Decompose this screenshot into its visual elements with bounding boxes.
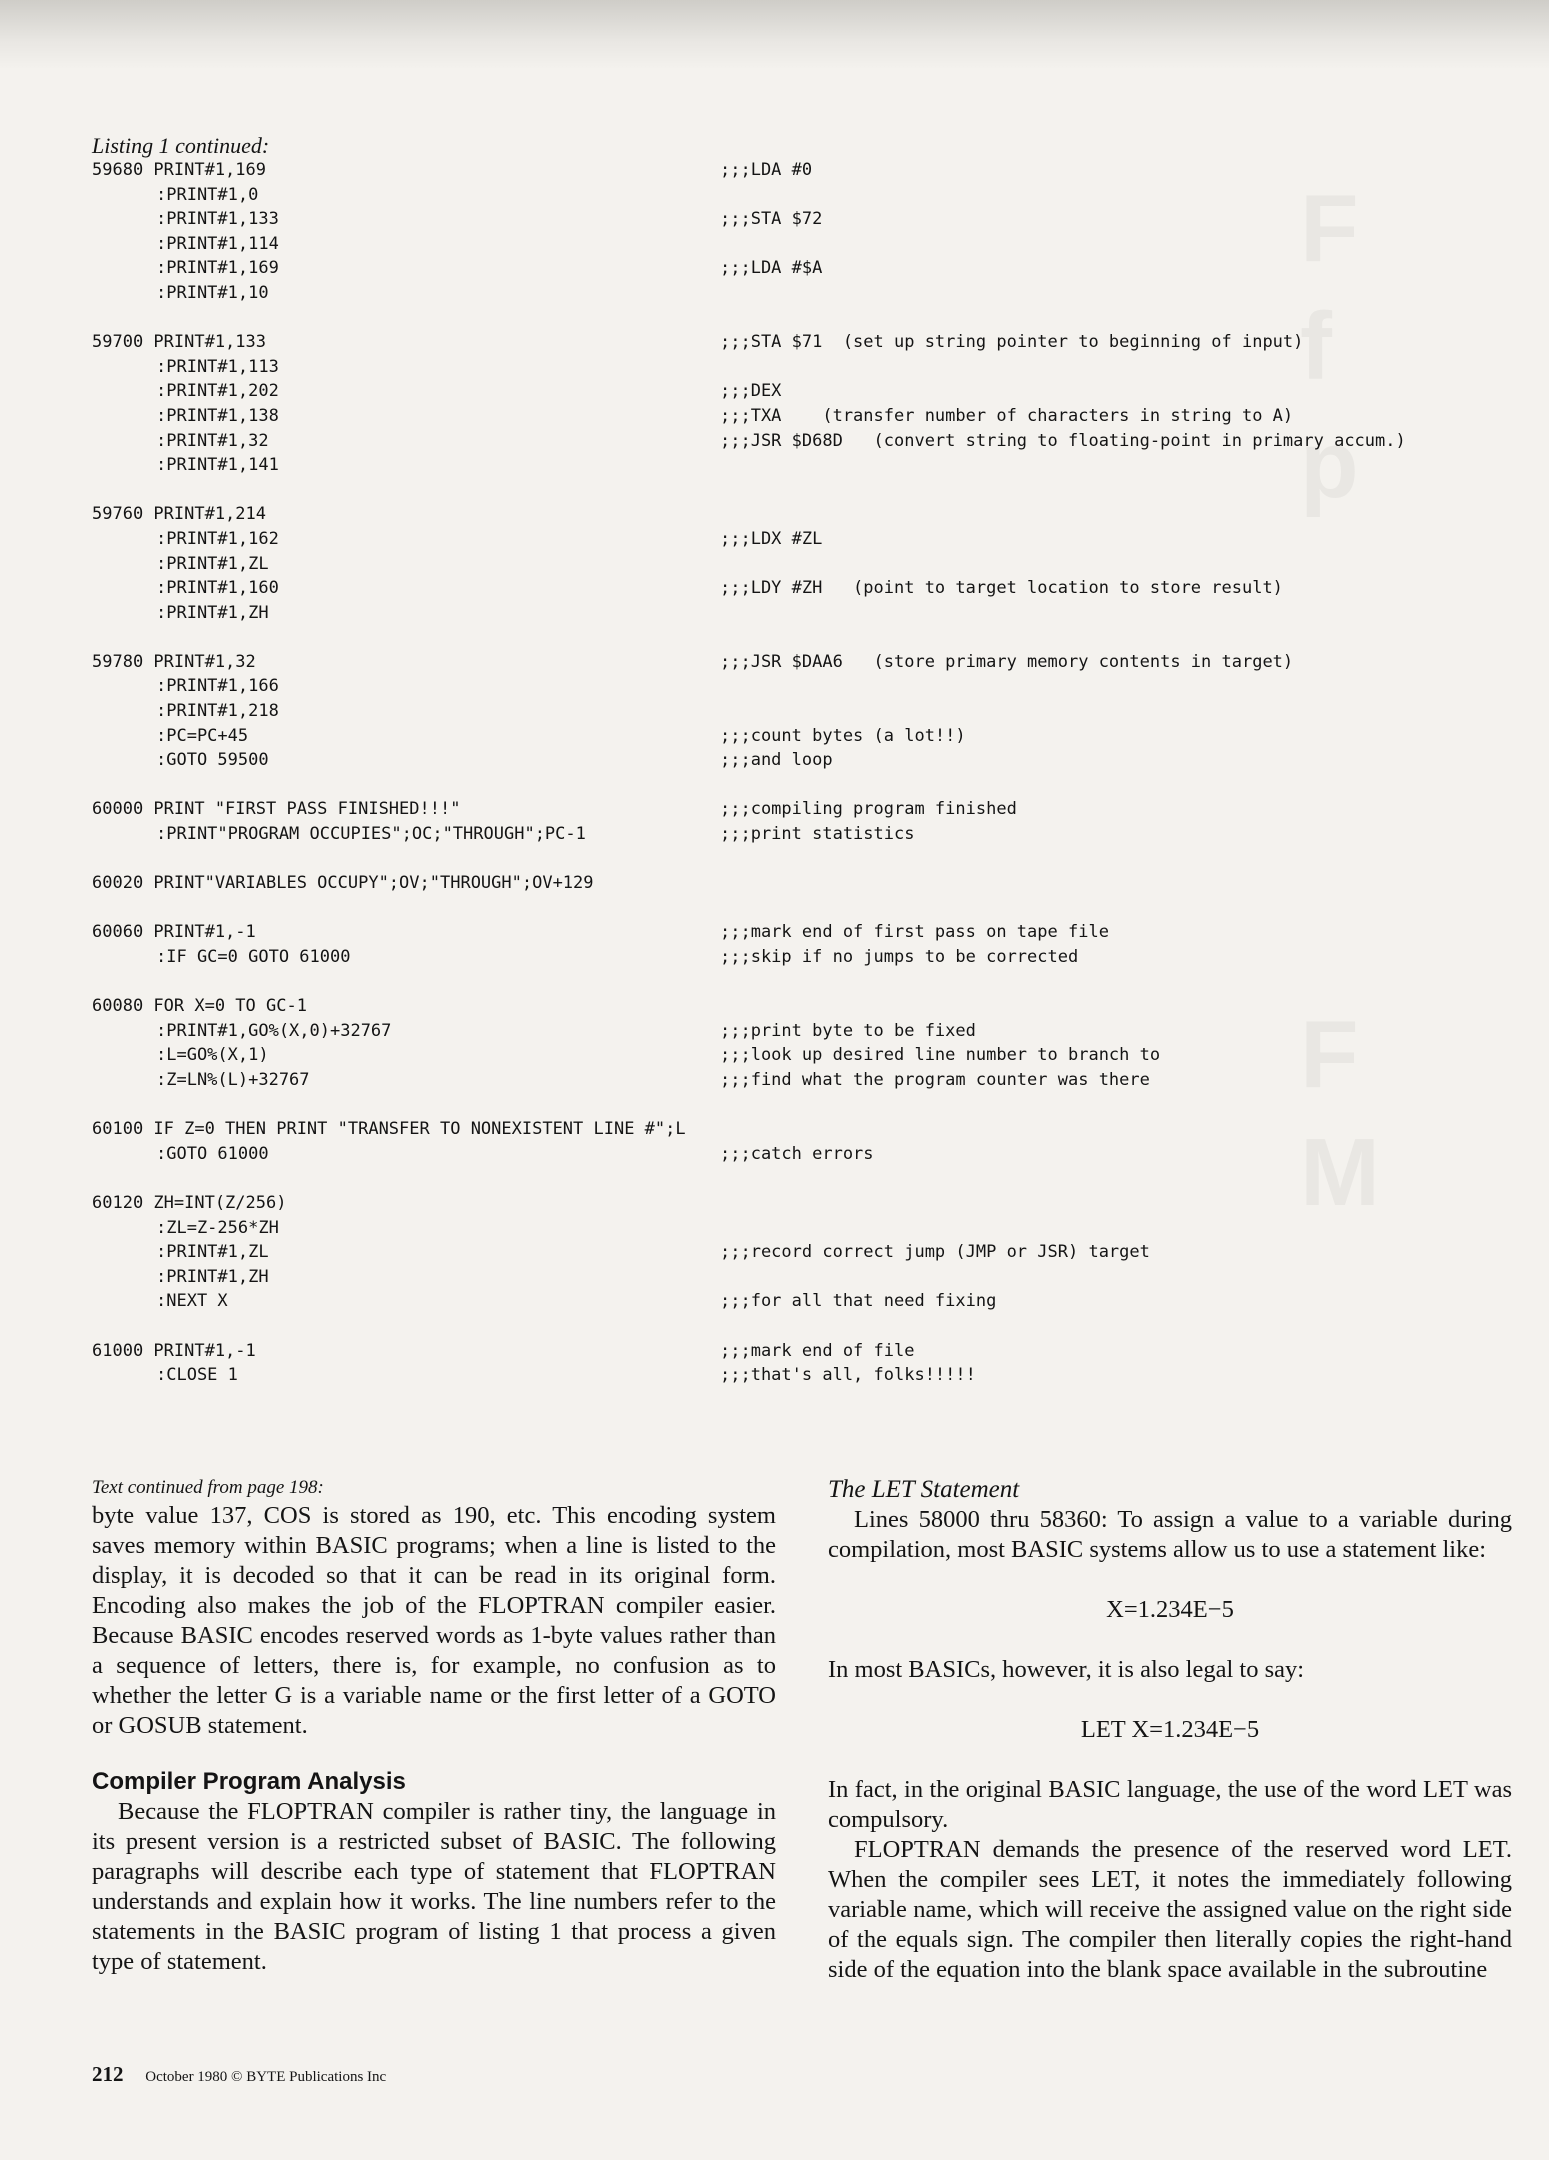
code-text: :GOTO 61000 xyxy=(156,1143,269,1164)
code-text: 60060 PRINT#1,-1 xyxy=(92,922,256,943)
listing-line xyxy=(92,554,1532,579)
code-text: :PRINT#1,GO%(X,0)+32767 xyxy=(156,1020,392,1041)
listing-gap xyxy=(92,775,1532,800)
code-text: :ZL=Z-256*ZH xyxy=(156,1217,279,1238)
listing-line xyxy=(92,455,1532,480)
code-text: :L=GO%(X,1) xyxy=(156,1045,269,1066)
code-comment: ;;;mark end of file xyxy=(720,1340,915,1361)
listing-line xyxy=(92,676,1532,701)
code-text: :PRINT#1,ZH xyxy=(156,602,269,623)
code-text: 60080 FOR X=0 TO GC-1 xyxy=(92,996,307,1017)
code-comment: ;;;LDA #$A xyxy=(720,258,823,279)
code-comment: ;;;look up desired line number to branch to xyxy=(720,1045,1161,1066)
listing-line xyxy=(92,209,1532,234)
code-text: :PRINT#1,160 xyxy=(156,578,279,599)
listing-line xyxy=(92,283,1532,308)
code-comment: ;;;for all that need fixing xyxy=(720,1291,997,1312)
listing-line xyxy=(92,1291,1532,1316)
listing-caption: Listing 1 continued: xyxy=(92,133,270,158)
section-heading: Compiler Program Analysis xyxy=(92,1768,406,1795)
listing-line xyxy=(92,406,1532,431)
code-text: :PRINT#1,32 xyxy=(156,430,269,451)
code-text: :PRINT#1,218 xyxy=(156,701,279,722)
listing-line xyxy=(92,824,1532,849)
listing-line xyxy=(92,701,1532,726)
code-comment: ;;;LDX #ZL xyxy=(720,528,823,549)
code-text: :IF GC=0 GOTO 61000 xyxy=(156,947,351,967)
listing-line xyxy=(92,603,1532,628)
code-comment: ;;;STA $72 xyxy=(720,209,823,230)
code-text: :PRINT#1,133 xyxy=(156,209,279,230)
code-comment: ;;;STA $71 (set up string pointer to beginning of input) xyxy=(720,332,1304,353)
code-text: :PRINT#1,114 xyxy=(156,233,279,254)
page-footer xyxy=(92,2062,386,2087)
code-text: :CLOSE 1 xyxy=(156,1365,238,1386)
top-scan-band xyxy=(0,0,1549,70)
code-text: :PRINT#1,141 xyxy=(156,455,279,476)
code-text: 61000 PRINT#1,-1 xyxy=(92,1340,256,1361)
listing-gap xyxy=(92,972,1532,997)
listing-line xyxy=(92,996,1532,1021)
code-text: :PRINT#1,113 xyxy=(156,356,279,377)
listing-line xyxy=(92,1341,1532,1366)
code-text: :PRINT#1,202 xyxy=(156,381,279,402)
code-comment: ;;;compiling program finished xyxy=(720,799,1017,820)
code-text: :Z=LN%(L)+32767 xyxy=(156,1069,310,1090)
listing-line xyxy=(92,1144,1532,1169)
code-text: 59760 PRINT#1,214 xyxy=(92,504,266,525)
footer-credit: October 1980 © BYTE Publications Inc xyxy=(145,2069,387,2085)
paragraph: byte value 137, COS is stored as 190, etc. This encoding system saves memory within BASIC programs; when a line is listed to the display, it is decoded so that it can be read in its original form. Encoding also makes the job of the FLOPTRAN compiler easier. Because BASIC encodes reserved words as 1-byte values rather than a sequence of letters, there is, for example, no confusion as to whether the letter G is a variable name or the first letter of a GOTO or GOSUB statement. xyxy=(92,1502,776,1739)
code-text: 59700 PRINT#1,133 xyxy=(92,332,266,353)
code-comment: ;;;LDA #0 xyxy=(720,160,813,180)
paragraph: Lines 58000 thru 58360: To assign a value to a variable during compilation, most BASIC systems allow us to use a statement like: xyxy=(828,1506,1512,1563)
listing-line xyxy=(92,185,1532,210)
listing-line xyxy=(92,922,1532,947)
code-comment: ;;;count bytes (a lot!!) xyxy=(720,725,966,746)
paragraph: In most BASICs, however, it is also legal to say: xyxy=(828,1656,1305,1683)
code-comment: ;;;JSR $D68D (convert string to floating-point in primary accum.) xyxy=(720,430,1406,451)
listing-line xyxy=(92,381,1532,406)
right-text-column xyxy=(828,1475,1512,1985)
code-text: :PRINT#1,ZL xyxy=(156,553,269,574)
equation: LET X=1.234E−5 xyxy=(1080,1716,1260,1743)
continued-note: Text continued from page 198: xyxy=(92,1477,324,1498)
listing-gap xyxy=(92,1316,1532,1341)
listing-line xyxy=(92,1045,1532,1070)
listing-gap xyxy=(92,308,1532,333)
code-comment: ;;;skip if no jumps to be corrected xyxy=(720,947,1079,967)
listing-line xyxy=(92,799,1532,824)
listing-line xyxy=(92,652,1532,677)
listing-line xyxy=(92,504,1532,529)
code-comment: ;;;LDY #ZH (point to target location to store result) xyxy=(720,578,1283,599)
code-text: :PRINT#1,169 xyxy=(156,258,279,279)
equation: X=1.234E−5 xyxy=(1106,1596,1234,1623)
listing-gap xyxy=(92,849,1532,874)
code-listing xyxy=(92,160,1532,1390)
listing-gap xyxy=(92,480,1532,505)
code-comment: ;;;print statistics xyxy=(720,824,915,845)
code-comment: ;;;catch errors xyxy=(720,1143,874,1164)
listing-gap xyxy=(92,898,1532,923)
code-text: 60020 PRINT"VARIABLES OCCUPY";OV;"THROUGH";OV+129 xyxy=(92,873,594,894)
listing-gap xyxy=(92,627,1532,652)
page-number: 212 xyxy=(92,2062,124,2086)
listing-line xyxy=(92,1070,1532,1095)
listing-line xyxy=(92,1365,1532,1390)
code-text: 60000 PRINT "FIRST PASS FINISHED!!!" xyxy=(92,799,461,820)
listing-line xyxy=(92,873,1532,898)
listing-line xyxy=(92,1193,1532,1218)
listing-line xyxy=(92,1267,1532,1292)
code-text: 60120 ZH=INT(Z/256) xyxy=(92,1192,287,1213)
listing-line xyxy=(92,1119,1532,1144)
code-text: 59680 PRINT#1,169 xyxy=(92,160,266,180)
listing-line xyxy=(92,578,1532,603)
paragraph: FLOPTRAN demands the presence of the reserved word LET. When the compiler sees LET, it notes the immediately following variable name, which will receive the assigned value on the right side of the equals sign. The compiler then literally copies the right-hand side of the equation into the blank space available in the subroutine xyxy=(828,1836,1512,1983)
listing-line xyxy=(92,431,1532,456)
code-comment: ;;;JSR $DAA6 (store primary memory contents in target) xyxy=(720,651,1294,672)
code-text: 60100 IF Z=0 THEN PRINT "TRANSFER TO NONEXISTENT LINE #";L xyxy=(92,1119,686,1140)
code-text: 59780 PRINT#1,32 xyxy=(92,651,256,672)
paragraph: Because the FLOPTRAN compiler is rather tiny, the language in its present version is a restricted subset of BASIC. The following paragraphs will describe each type of statement that FLOPTRAN understands and explain how it works. The line numbers refer to the statements in the BASIC program of listing 1 that process a given type of statement. xyxy=(92,1798,776,1975)
listing-line xyxy=(92,258,1532,283)
listing-line xyxy=(92,529,1532,554)
code-text: :NEXT X xyxy=(156,1291,228,1312)
code-text: :GOTO 59500 xyxy=(156,750,269,771)
code-comment: ;;;TXA (transfer number of characters in string to A) xyxy=(720,405,1294,426)
code-comment: ;;;mark end of first pass on tape file xyxy=(720,922,1109,943)
listing-line xyxy=(92,234,1532,259)
paragraph: In fact, in the original BASIC language, the use of the word LET was compulsory. xyxy=(828,1776,1512,1833)
code-comment: ;;;and loop xyxy=(720,750,833,771)
listing-line xyxy=(92,357,1532,382)
code-comment: ;;;find what the program counter was there xyxy=(720,1069,1150,1090)
left-text-column xyxy=(92,1475,776,1977)
listing-line xyxy=(92,160,1532,185)
code-text: :PRINT"PROGRAM OCCUPIES";OC;"THROUGH";PC-1 xyxy=(156,824,586,845)
listing-line xyxy=(92,750,1532,775)
listing-line xyxy=(92,1021,1532,1046)
code-text: :PRINT#1,ZH xyxy=(156,1266,269,1287)
code-text: :PRINT#1,0 xyxy=(156,184,259,205)
code-text: :PRINT#1,138 xyxy=(156,405,279,426)
listing-line xyxy=(92,947,1532,972)
section-heading: The LET Statement xyxy=(828,1476,1020,1503)
code-comment: ;;;that's all, folks!!!!! xyxy=(720,1365,976,1386)
code-text: :PRINT#1,ZL xyxy=(156,1242,269,1263)
code-text: :PC=PC+45 xyxy=(156,725,249,746)
listing-line xyxy=(92,1218,1532,1243)
code-text: :PRINT#1,10 xyxy=(156,282,269,303)
listing-line xyxy=(92,332,1532,357)
listing-line xyxy=(92,1242,1532,1267)
code-text: :PRINT#1,166 xyxy=(156,676,279,697)
code-comment: ;;;print byte to be fixed xyxy=(720,1020,976,1041)
code-text: :PRINT#1,162 xyxy=(156,528,279,549)
listing-line xyxy=(92,726,1532,751)
listing-gap xyxy=(92,1168,1532,1193)
listing-gap xyxy=(92,1095,1532,1120)
code-comment: ;;;DEX xyxy=(720,381,782,402)
code-comment: ;;;record correct jump (JMP or JSR) target xyxy=(720,1242,1150,1263)
